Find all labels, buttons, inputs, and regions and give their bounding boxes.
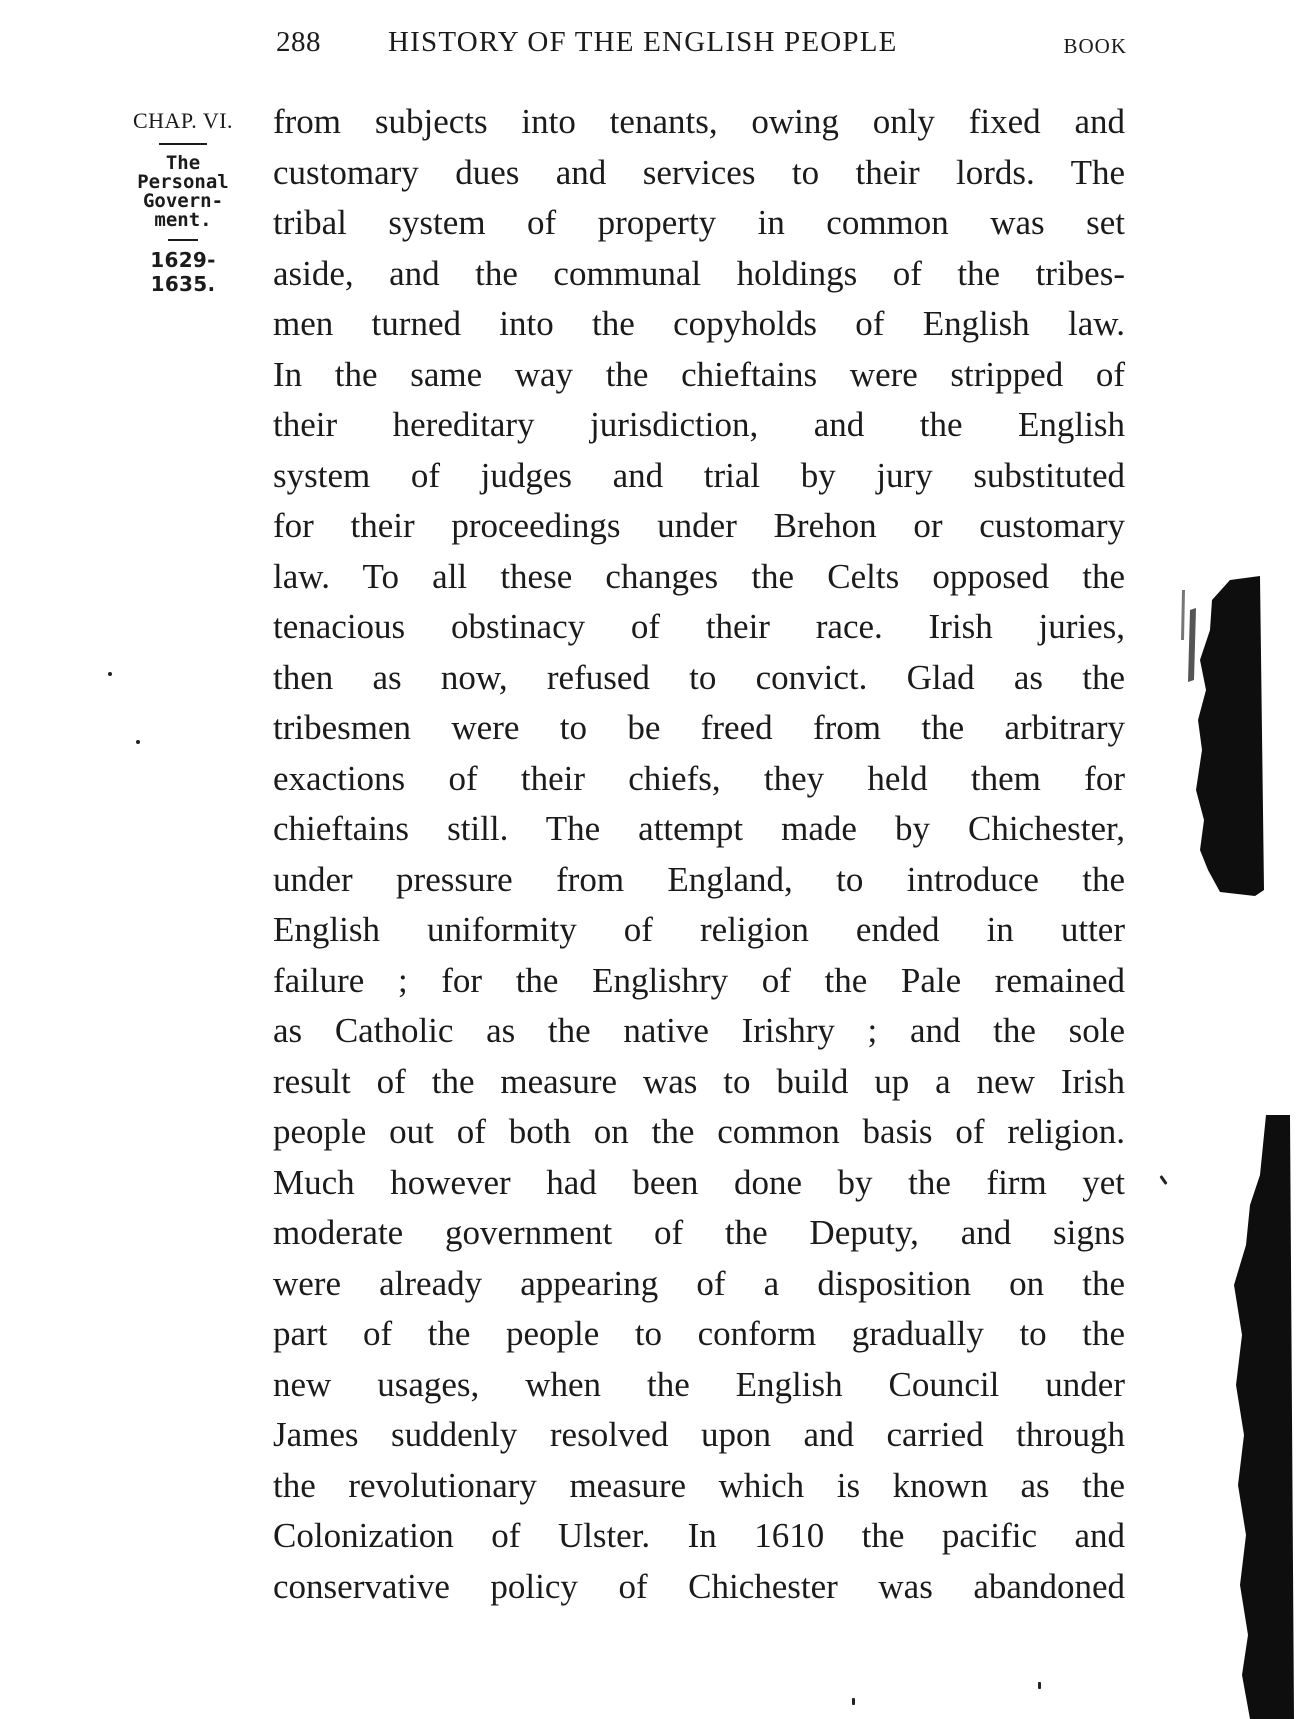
scan-speck (852, 1698, 855, 1705)
scan-speck (136, 740, 140, 744)
topic-line: ment. (154, 209, 212, 231)
margin-notes (118, 108, 248, 296)
running-title: HISTORY OF THE ENGLISH PEOPLE (388, 26, 898, 58)
text-line: tenacious obstinacy of their race. Irish juries, (273, 607, 1125, 646)
text-line: part of the people to conform gradually to the (273, 1314, 1125, 1353)
text-line: for their proceedings under Brehon or customary (273, 506, 1125, 545)
text-line: people out of both on the common basis of religion. (273, 1112, 1125, 1151)
text-line: law. To all these changes the Celts opposed the (273, 556, 1125, 596)
text-line: men turned into the copyholds of English law. (273, 304, 1125, 343)
text-line: from subjects into tenants, owing only fixed and (273, 102, 1125, 141)
text-line: tribal system of property in common was set (273, 203, 1125, 242)
margin-rule (159, 143, 207, 145)
text-line: In the same way the chieftains were stripped of (273, 354, 1125, 394)
scan-speck (1159, 1175, 1167, 1185)
text-line: Colonization of Ulster. In 1610 the pacific and (273, 1516, 1125, 1555)
text-line: moderate government of the Deputy, and signs (273, 1213, 1125, 1252)
text-line: were already appearing of a disposition on the (273, 1263, 1125, 1303)
text-line: English uniformity of religion ended in utter (273, 910, 1125, 949)
text-line: exactions of their chiefs, they held them for (273, 758, 1125, 798)
body-text (273, 97, 1125, 1612)
text-line: conservative policy of Chichester was abandoned (273, 1566, 1125, 1606)
date-range: 1629-1635. (150, 248, 216, 296)
topic-note (118, 154, 248, 230)
text-line: customary dues and services to their lords. The (273, 152, 1125, 192)
topic-line: Personal (137, 171, 229, 193)
scan-shadow-lower (1190, 1115, 1298, 1719)
scan-shadow-upper (1160, 570, 1270, 900)
text-line: aside, and the communal holdings of the tribes- (273, 253, 1125, 293)
scan-speck (108, 672, 112, 676)
text-line: new usages, when the English Council under (273, 1364, 1125, 1404)
text-line: as Catholic as the native Irishry ; and the sole (273, 1011, 1125, 1050)
text-line: result of the measure was to build up a new Irish (273, 1061, 1125, 1101)
topic-line: Govern- (142, 190, 224, 212)
scan-speck (1038, 1682, 1041, 1689)
text-line: then as now, refused to convict. Glad as the (273, 657, 1125, 697)
text-line: James suddenly resolved upon and carried through (273, 1415, 1125, 1454)
topic-line: The (165, 152, 201, 174)
running-header (270, 22, 1127, 62)
chapter-label: CHAP. VI. (132, 108, 234, 133)
text-line: the revolutionary measure which is known as the (273, 1465, 1125, 1505)
page-number: 288 (276, 26, 321, 58)
text-line: tribesmen were to be freed from the arbitrary (273, 708, 1125, 747)
margin-rule (168, 239, 198, 241)
text-line: Much however had been done by the firm yet (273, 1162, 1125, 1202)
text-line: chieftains still. The attempt made by Chichester, (273, 809, 1125, 848)
text-line: failure ; for the Englishry of the Pale remained (273, 960, 1125, 1000)
text-line: system of judges and trial by jury substituted (273, 455, 1125, 495)
text-line: their hereditary jurisdiction, and the English (273, 405, 1125, 444)
text-line: under pressure from England, to introduce the (273, 859, 1125, 899)
book-label: BOOK (1063, 34, 1127, 58)
